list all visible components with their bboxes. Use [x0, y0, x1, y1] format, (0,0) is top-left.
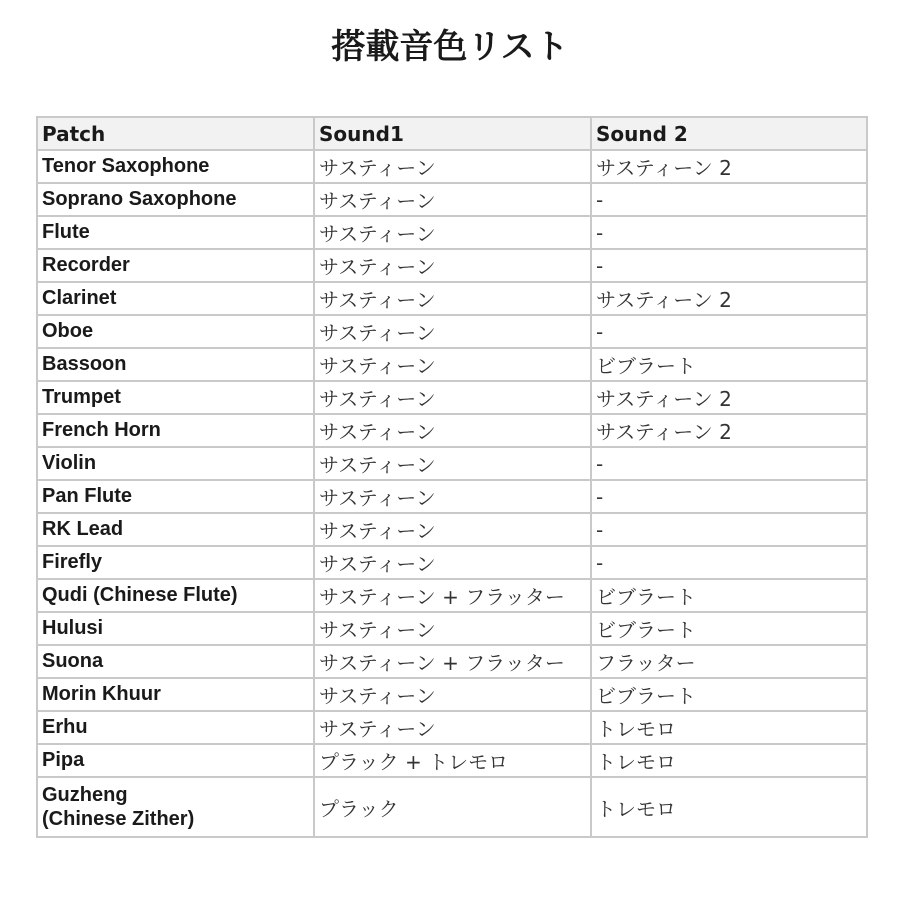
cell-sound1: サスティーン [314, 414, 591, 447]
cell-sound1: サスティーン + フラッター [314, 579, 591, 612]
cell-patch: Firefly [37, 546, 314, 579]
cell-sound1: サスティーン [314, 150, 591, 183]
header-patch: Patch [37, 117, 314, 150]
cell-patch: Morin Khuur [37, 678, 314, 711]
cell-sound1: サスティーン [314, 513, 591, 546]
cell-patch: RK Lead [37, 513, 314, 546]
cell-sound2: トレモロ [591, 777, 867, 837]
table-row [37, 183, 867, 216]
table-body [37, 150, 867, 837]
cell-sound2: - [591, 480, 867, 513]
cell-patch: Pan Flute [37, 480, 314, 513]
cell-sound1: プラック [314, 777, 591, 837]
cell-sound2: サスティーン 2 [591, 150, 867, 183]
header-sound1: Sound1 [314, 117, 591, 150]
table-row [37, 447, 867, 480]
table-row [37, 711, 867, 744]
table-row [37, 381, 867, 414]
table-header [37, 117, 867, 150]
table-row [37, 315, 867, 348]
cell-sound1: サスティーン [314, 315, 591, 348]
cell-sound2: - [591, 315, 867, 348]
table-row [37, 513, 867, 546]
cell-patch: Flute [37, 216, 314, 249]
cell-sound1: サスティーン [314, 348, 591, 381]
cell-patch: Recorder [37, 249, 314, 282]
cell-sound1: サスティーン [314, 381, 591, 414]
table-row [37, 777, 867, 837]
cell-patch: Guzheng (Chinese Zither) [37, 777, 314, 837]
cell-sound2: - [591, 249, 867, 282]
table-row [37, 744, 867, 777]
table-row [37, 612, 867, 645]
table-row [37, 414, 867, 447]
table-row [37, 282, 867, 315]
cell-sound2: フラッター [591, 645, 867, 678]
cell-patch: French Horn [37, 414, 314, 447]
cell-sound2: ビブラート [591, 348, 867, 381]
cell-sound1: サスティーン [314, 546, 591, 579]
cell-patch: Bassoon [37, 348, 314, 381]
cell-sound2: トレモロ [591, 711, 867, 744]
cell-sound1: サスティーン [314, 249, 591, 282]
cell-sound2: - [591, 216, 867, 249]
cell-sound1: サスティーン + フラッター [314, 645, 591, 678]
cell-patch: Clarinet [37, 282, 314, 315]
table-row [37, 645, 867, 678]
cell-patch: Violin [37, 447, 314, 480]
cell-sound1: サスティーン [314, 678, 591, 711]
cell-patch: Soprano Saxophone [37, 183, 314, 216]
cell-patch: Suona [37, 645, 314, 678]
table-row [37, 546, 867, 579]
cell-sound2: ビブラート [591, 579, 867, 612]
cell-patch: Erhu [37, 711, 314, 744]
page-title: 搭載音色リスト [331, 27, 569, 67]
cell-sound2: - [591, 546, 867, 579]
cell-sound1: プラック + トレモロ [314, 744, 591, 777]
cell-sound2: - [591, 183, 867, 216]
cell-sound2: サスティーン 2 [591, 414, 867, 447]
cell-sound1: サスティーン [314, 612, 591, 645]
cell-sound2: サスティーン 2 [591, 282, 867, 315]
cell-patch: Hulusi [37, 612, 314, 645]
cell-sound2: トレモロ [591, 744, 867, 777]
cell-patch: Trumpet [37, 381, 314, 414]
cell-patch: Qudi (Chinese Flute) [37, 579, 314, 612]
table-row [37, 150, 867, 183]
cell-patch: Oboe [37, 315, 314, 348]
patch-table [36, 116, 868, 838]
cell-sound1: サスティーン [314, 447, 591, 480]
cell-sound2: - [591, 513, 867, 546]
table-row [37, 348, 867, 381]
cell-sound1: サスティーン [314, 711, 591, 744]
table-row [37, 216, 867, 249]
cell-sound1: サスティーン [314, 282, 591, 315]
header-sound2: Sound 2 [591, 117, 867, 150]
cell-sound1: サスティーン [314, 183, 591, 216]
cell-patch: Pipa [37, 744, 314, 777]
table-row [37, 579, 867, 612]
cell-sound1: サスティーン [314, 216, 591, 249]
cell-sound2: サスティーン 2 [591, 381, 867, 414]
cell-sound2: ビブラート [591, 678, 867, 711]
table-row [37, 678, 867, 711]
cell-sound1: サスティーン [314, 480, 591, 513]
table-row [37, 480, 867, 513]
cell-sound2: ビブラート [591, 612, 867, 645]
table-row [37, 249, 867, 282]
header-row [37, 117, 867, 150]
cell-patch: Tenor Saxophone [37, 150, 314, 183]
cell-sound2: - [591, 447, 867, 480]
